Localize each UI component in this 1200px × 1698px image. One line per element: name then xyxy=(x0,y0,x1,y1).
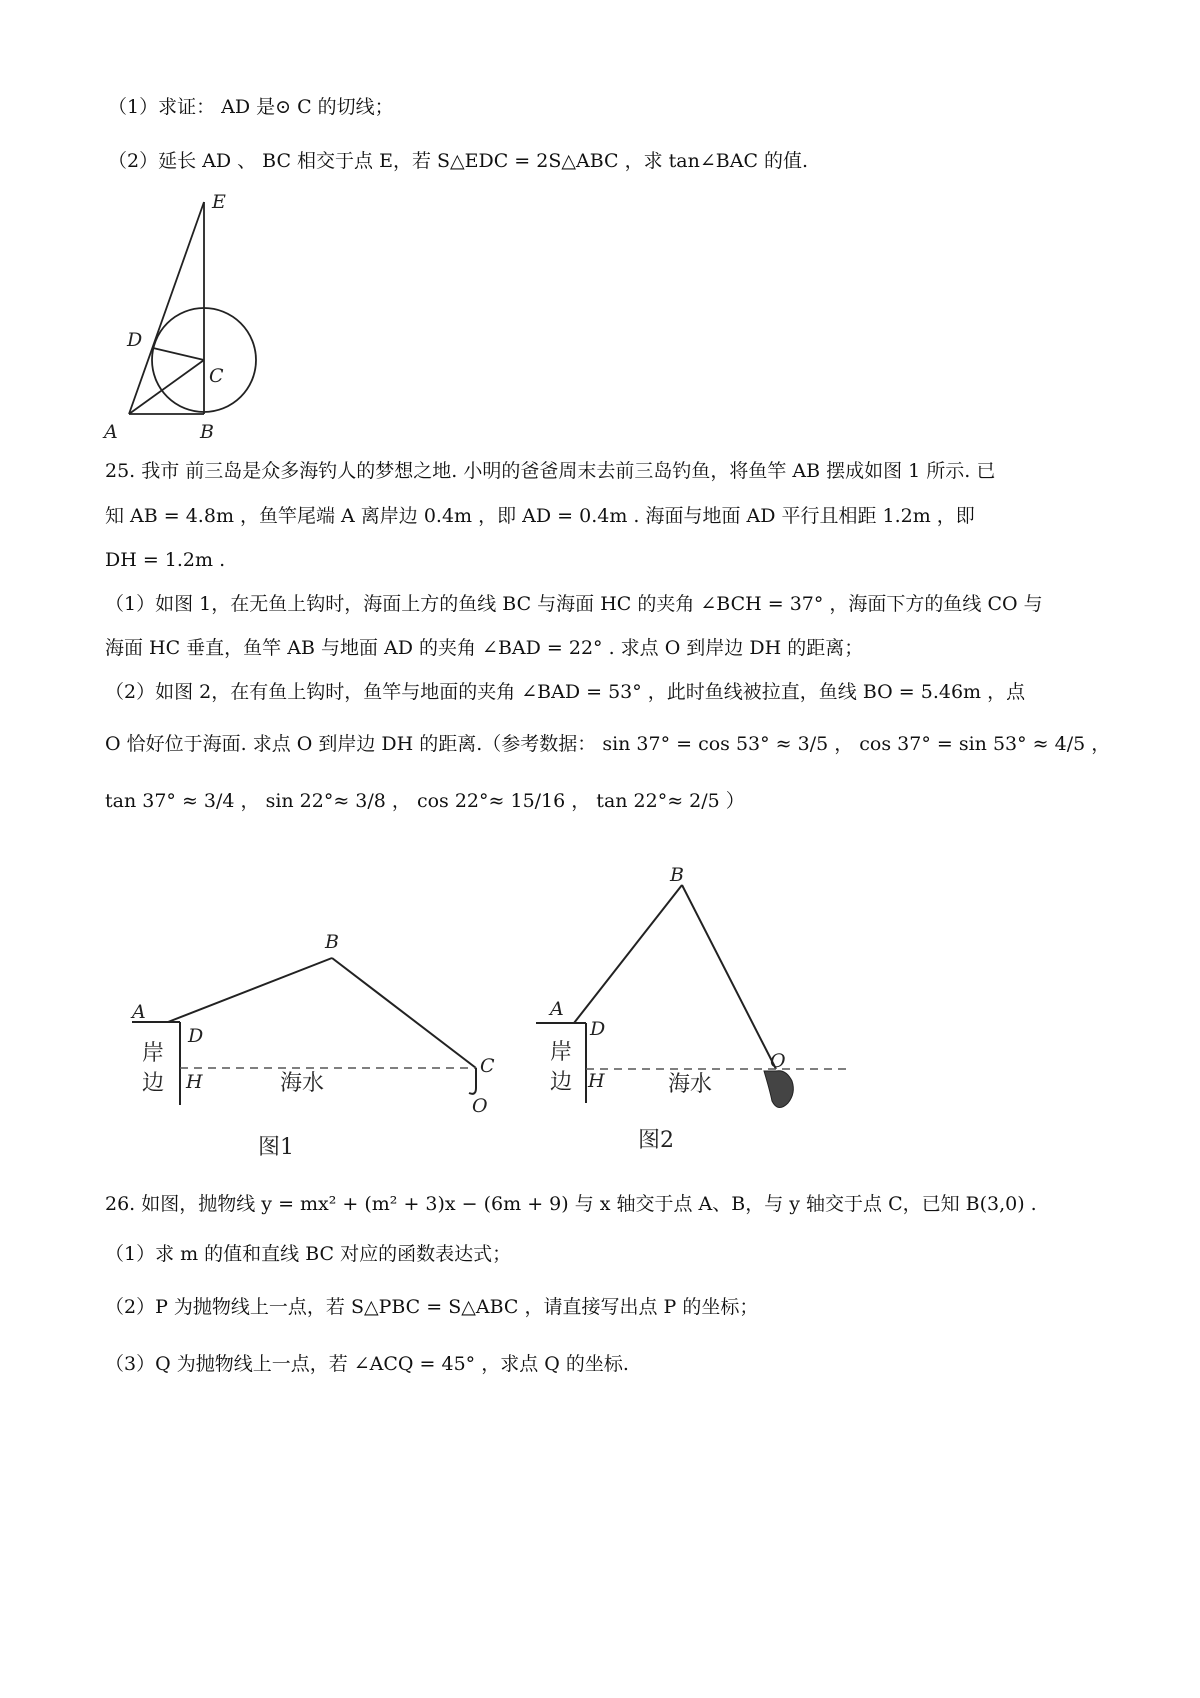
q25-line1: 25. 我市 前三岛是众多海钓人的梦想之地. 小明的爸爸周末去前三岛钓鱼，将鱼竿 AB 摆成如图 1 所示. 已 xyxy=(105,460,996,482)
q24-part1: （1）求证： AD 是⊙ C 的切线； xyxy=(108,96,394,118)
q26-part2: （2）P 为抛物线上一点，若 S△PBC = S△ABC ，请直接写出点 P 的坐标； xyxy=(105,1296,759,1318)
fig2-label-o: O xyxy=(770,1050,786,1072)
line-ac xyxy=(129,360,204,414)
q25-line2: 知 AB = 4.8m ，鱼竿尾端 A 离岸边 0.4m ，即 AD = 0.4m . 海面与地面 AD 平行且相距 1.2m ，即 xyxy=(105,505,975,527)
rod-ab xyxy=(168,958,332,1022)
fig1-label-d: D xyxy=(188,1025,204,1047)
fish-shape xyxy=(764,1071,793,1108)
q25-part2-line1: （2）如图 2，在有鱼上钩时，鱼竿与地面的夹角 ∠BAD = 53° ，此时鱼线被拉直，鱼线 BO = 5.46m ，点 xyxy=(105,681,1026,703)
q24-part2: （2）延长 AD 、 BC 相交于点 E，若 S△EDC = 2S△ABC ，求 tan∠BAC 的值. xyxy=(108,150,809,172)
fig2-label-h: H xyxy=(588,1070,605,1092)
q25-line3: DH = 1.2m . xyxy=(105,549,226,571)
line-ae xyxy=(129,202,204,414)
fig1-label-h: H xyxy=(186,1071,203,1093)
fig1-shore-char-2: 边 xyxy=(142,1071,165,1096)
line-bc xyxy=(332,958,476,1068)
fig2-caption: 图2 xyxy=(638,1128,674,1153)
fig1-sea-label: 海水 xyxy=(280,1071,325,1096)
label-e: E xyxy=(212,191,226,213)
label-d: D xyxy=(127,329,143,351)
hook xyxy=(469,1068,476,1094)
fig2-sea-label: 海水 xyxy=(668,1072,713,1097)
fig1-label-b: B xyxy=(325,931,339,953)
fig2-shore-char-2: 边 xyxy=(550,1070,573,1095)
line-dc xyxy=(153,348,204,360)
q25-part2-line3: tan 37° ≈ 3/4 ， sin 22°≈ 3/8 ， cos 22°≈ 15/16 ， tan 22°≈ 2/5 ） xyxy=(105,790,745,812)
fig1-shore-char-1: 岸 xyxy=(142,1041,165,1066)
fig1-label-c: C xyxy=(480,1055,495,1077)
q25-part1-line2: 海面 HC 垂直，鱼竿 AB 与地面 AD 的夹角 ∠BAD = 22° . 求点 O 到岸边 DH 的距离； xyxy=(105,637,864,659)
fig2-label-b: B xyxy=(670,864,684,886)
label-a: A xyxy=(104,421,118,443)
fig1-caption: 图1 xyxy=(258,1135,294,1160)
label-b: B xyxy=(200,421,214,443)
q26-part3: （3）Q 为抛物线上一点，若 ∠ACQ = 45° ，求点 Q 的坐标. xyxy=(105,1353,629,1375)
q25-figure-2 xyxy=(530,855,860,1165)
fig2-label-d: D xyxy=(590,1018,606,1040)
fig2-shore-char-1: 岸 xyxy=(550,1040,573,1065)
q26-part1: （1）求 m 的值和直线 BC 对应的函数表达式； xyxy=(105,1243,512,1265)
fig2-label-a: A xyxy=(550,998,564,1020)
fig1-label-a: A xyxy=(132,1001,146,1023)
fig1-label-o: O xyxy=(472,1095,488,1117)
q25-figure-1 xyxy=(120,920,510,1170)
q24-figure xyxy=(95,190,285,450)
line-bo xyxy=(682,885,776,1069)
q25-part2-line2: O 恰好位于海面. 求点 O 到岸边 DH 的距离.（参考数据： sin 37° = cos 53° ≈ 3/5 ， cos 37° = sin 53° ≈ 4/5 ， xyxy=(105,733,1111,755)
q25-part1-line1: （1）如图 1，在无鱼上钩时，海面上方的鱼线 BC 与海面 HC 的夹角 ∠BCH = 37° ，海面下方的鱼线 CO 与 xyxy=(105,593,1043,615)
q26-line1: 26. 如图，抛物线 y = mx² + (m² + 3)x − (6m + 9) 与 x 轴交于点 A、B，与 y 轴交于点 C，已知 B(3,0) . xyxy=(105,1193,1037,1215)
rod-ab xyxy=(574,885,682,1023)
label-c: C xyxy=(209,365,224,387)
